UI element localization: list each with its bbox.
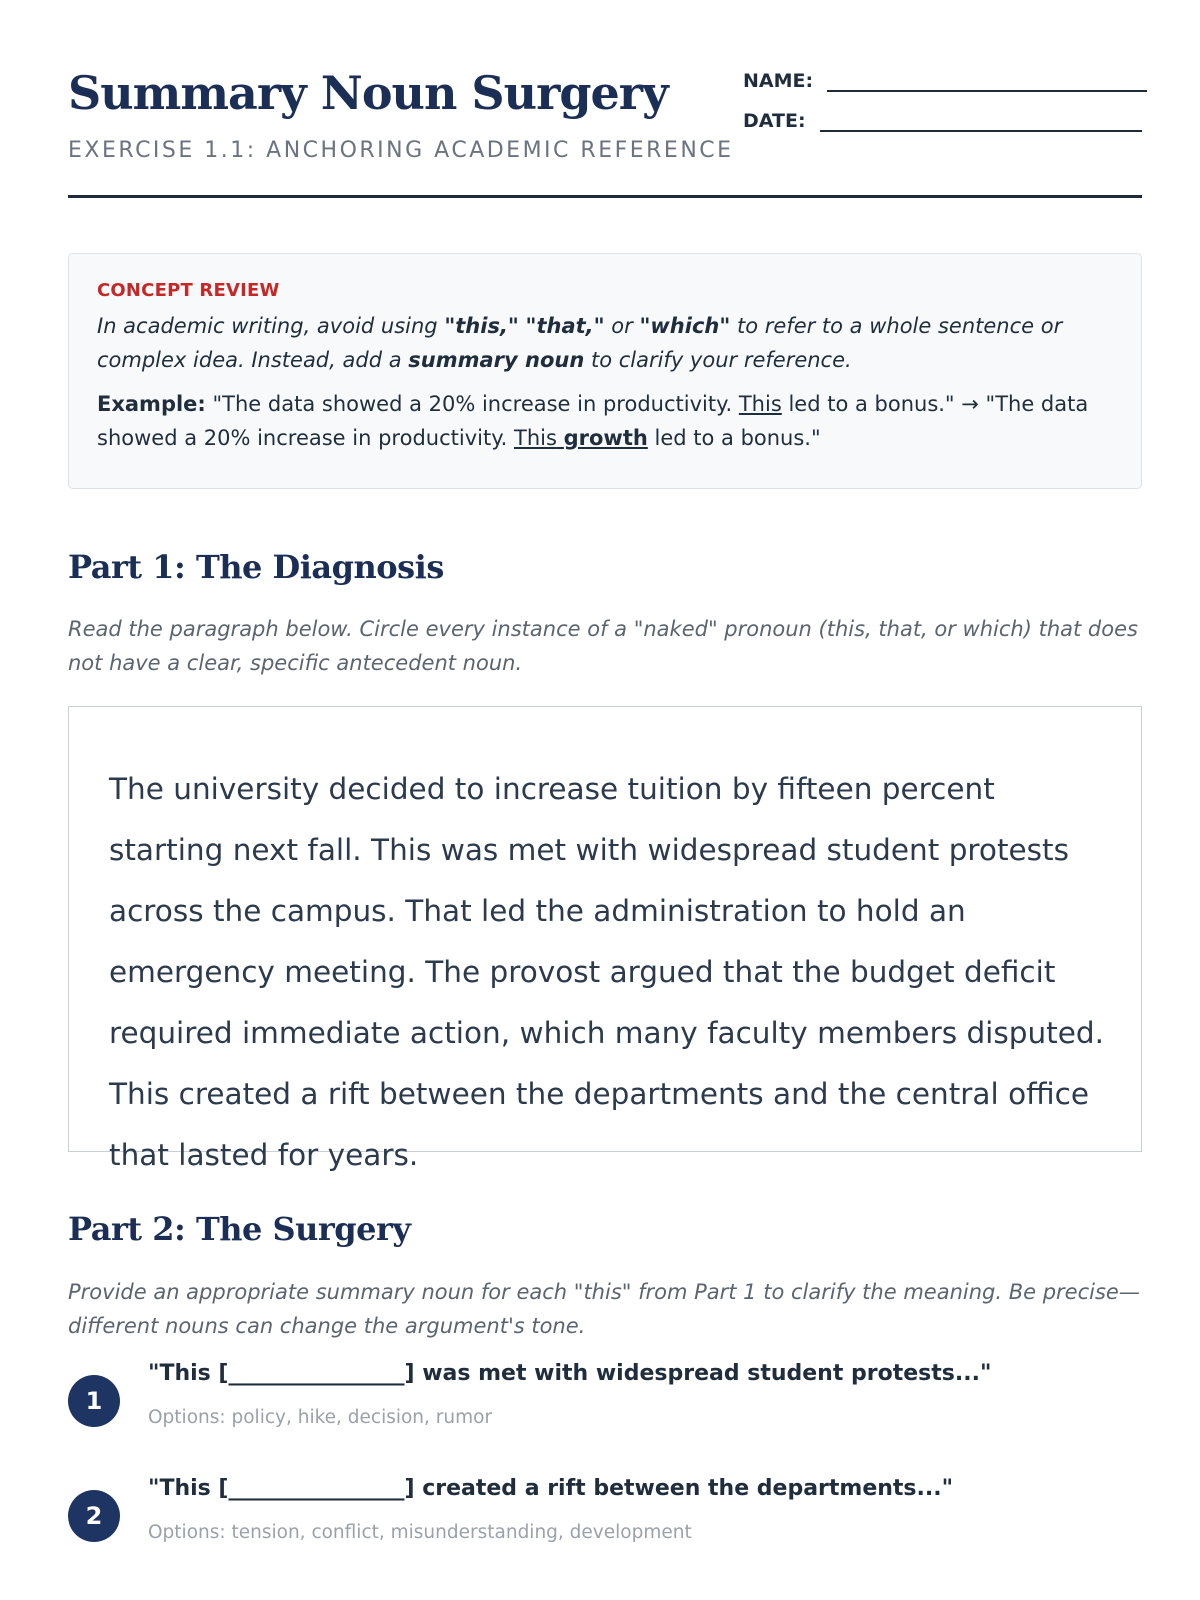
- diagnosis-passage-box: [68, 706, 1142, 1172]
- concept-term-this: "this,": [444, 314, 519, 338]
- exercise-item: [68, 1478, 1142, 1578]
- concept-body-prefix: In academic writing, avoid using: [97, 314, 445, 338]
- item-number-badge: 1: [68, 1375, 120, 1427]
- worksheet-title: Summary Noun Surgery: [68, 66, 668, 120]
- name-field-row: [743, 68, 1147, 92]
- part2-heading: Part 2: The Surgery: [68, 1210, 411, 1248]
- exercise-item: [68, 1363, 1142, 1463]
- concept-body-or: or: [611, 314, 633, 338]
- part2-instructions: Provide an appropriate summary noun for each "this" from Part 1 to clarify the meaning. Be precise—different nouns can change the argument's tone.: [68, 1280, 1140, 1338]
- example-text-3: led to a bonus.": [647, 426, 821, 450]
- concept-term-summary-noun: summary noun: [408, 348, 585, 372]
- item-options: Options: policy, hike, decision, rumor: [148, 1407, 493, 1428]
- concept-body-mid: to refer to a whole sentence or complex idea. Instead, add a: [97, 314, 1063, 372]
- name-label: NAME:: [743, 70, 814, 92]
- item-number-badge: 2: [68, 1490, 120, 1542]
- exercise-subtitle: EXERCISE 1.1: ANCHORING ACADEMIC REFERENCE: [68, 138, 734, 163]
- item-prompt[interactable]: "This [________________] created a rift between the departments...": [148, 1476, 954, 1501]
- item-options: Options: tension, conflict, misunderstanding, development: [148, 1522, 692, 1543]
- example-this-1: This: [738, 392, 782, 416]
- item-prompt[interactable]: "This [________________] was met with widespread student protests...": [148, 1361, 992, 1386]
- diagnosis-passage: The university decided to increase tuition by fifteen percent starting next fall. This was met with widespread student protests across the campus. That led the administration to hold an emergency meeting. The provost argued that the budget deficit required immediate action, which many faculty members disputed. This created a rift between the departments and the central office that lasted for years.: [109, 772, 1104, 1172]
- example-this-2: This: [514, 426, 557, 450]
- date-blank-line[interactable]: [820, 108, 1142, 132]
- example-text-2: led to a bonus." → "The data showed a 20% increase in productivity.: [97, 392, 1089, 450]
- example-growth: growth: [563, 426, 648, 450]
- part1-heading: Part 1: The Diagnosis: [68, 548, 444, 586]
- worksheet-page: [68, 0, 1142, 1543]
- concept-term-which: "which": [639, 314, 731, 338]
- concept-review-box: [68, 253, 1142, 489]
- part1-instructions: Read the paragraph below. Circle every instance of a "naked" pronoun (this, that, or which) that does not have a clear, specific antecedent noun.: [68, 617, 1138, 675]
- worksheet-header: [68, 0, 1142, 198]
- example-label: Example:: [97, 392, 206, 416]
- concept-review-body: [97, 309, 1113, 377]
- example-text-1: "The data showed a 20% increase in productivity.: [205, 392, 739, 416]
- date-field-row: [743, 108, 1142, 132]
- name-blank-line[interactable]: [827, 68, 1147, 92]
- concept-example: [97, 387, 1113, 455]
- date-label: DATE:: [743, 110, 806, 132]
- concept-review-label: CONCEPT REVIEW: [97, 280, 280, 301]
- concept-body-suffix: to clarify your reference.: [584, 348, 852, 372]
- concept-term-that: "that,": [525, 314, 605, 338]
